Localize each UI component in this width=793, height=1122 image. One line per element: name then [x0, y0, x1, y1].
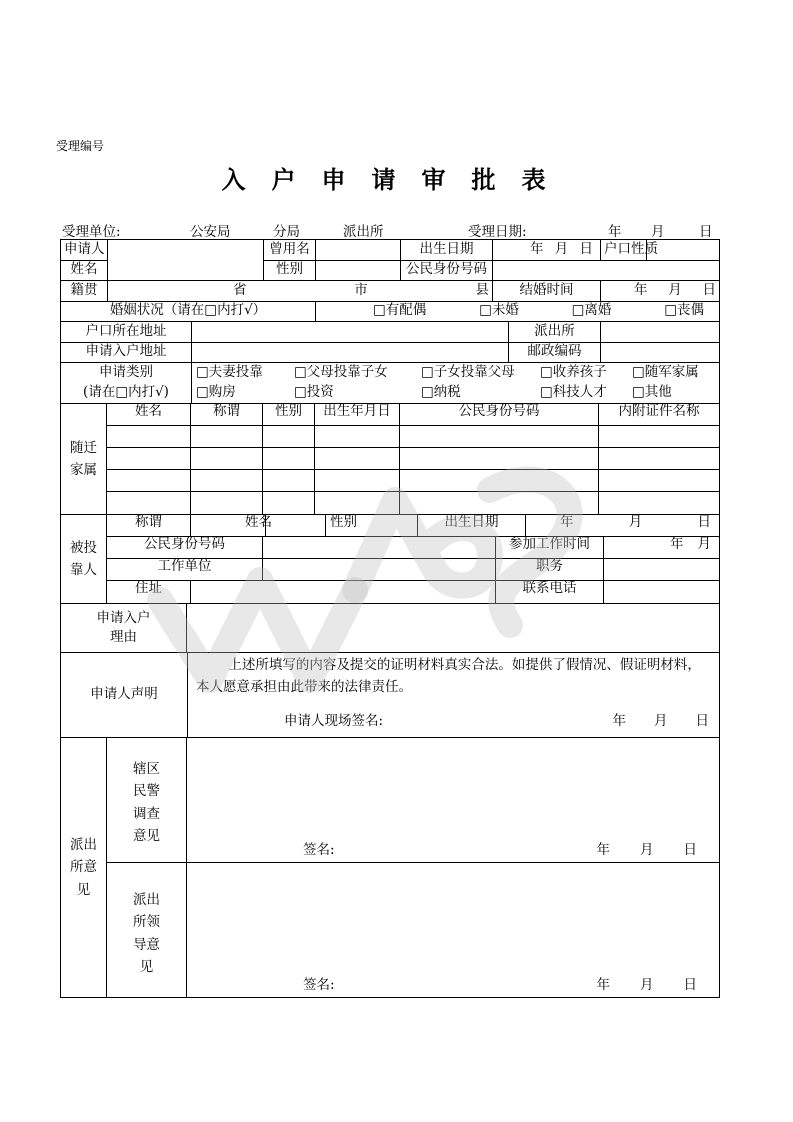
family-cell[interactable] — [107, 426, 191, 448]
marriage-time-label: 结婚时间 — [493, 281, 601, 302]
officer-month: 月 — [640, 842, 654, 859]
accept-unit-label: 受理单位: — [62, 224, 121, 240]
family-cell[interactable] — [599, 470, 719, 492]
relied-address-field[interactable] — [191, 581, 496, 603]
declaration-block — [61, 653, 720, 738]
military-family-checkbox[interactable]: □随军家属 — [632, 364, 699, 380]
station-label: 派出所 — [343, 224, 384, 240]
relied-id-field[interactable] — [263, 537, 496, 558]
family-cell[interactable] — [315, 492, 400, 514]
relied-dob-month: 月 — [628, 514, 643, 530]
reason-label-1: 申请入户 — [96, 610, 151, 626]
marriage-year: 年 — [634, 281, 648, 298]
police-bureau-label: 公安局 — [190, 224, 231, 240]
officer-sign-label: 签名: — [303, 842, 335, 859]
leader-opinion-label: 派出所领导意见 — [107, 863, 187, 997]
position-field[interactable] — [604, 559, 719, 580]
dob-month: 月 — [554, 240, 569, 257]
marriage-month: 月 — [668, 281, 682, 298]
workplace-label: 工作单位 — [107, 559, 263, 580]
page-title: 入户申请审批表 — [221, 165, 572, 194]
hukou-type-label: 户口性质 — [601, 240, 647, 261]
address-station-label: 派出所 — [509, 322, 601, 343]
id-number-field[interactable] — [493, 260, 720, 281]
native-place-label: 籍贯 — [61, 281, 108, 302]
leader-opinion-field[interactable] — [187, 863, 719, 997]
branch-label: 分局 — [273, 224, 300, 240]
leader-day: 日 — [683, 977, 697, 994]
leader-sign-label: 签名: — [303, 977, 335, 994]
decl-year: 年 — [612, 713, 626, 730]
children-to-parents-checkbox[interactable]: □子女投靠父母 — [421, 364, 515, 380]
family-cell[interactable] — [315, 470, 400, 492]
relied-person-block — [61, 515, 720, 604]
declaration-label: 申请人声明 — [61, 653, 188, 737]
family-cell[interactable] — [107, 492, 191, 514]
family-col-gender: 性别 — [263, 404, 315, 426]
relied-address-label: 住址 — [107, 581, 191, 603]
unmarried-checkbox[interactable]: □未婚 — [479, 302, 519, 319]
relied-dob-year: 年 — [560, 514, 574, 530]
family-cell[interactable] — [400, 426, 599, 448]
investment-checkbox[interactable]: □投资 — [294, 383, 334, 400]
family-cell[interactable] — [315, 426, 400, 448]
family-cell[interactable] — [400, 470, 599, 492]
family-cell[interactable] — [107, 448, 191, 470]
family-col-docs: 内附证件名称 — [599, 404, 719, 426]
talent-checkbox[interactable]: □科技人才 — [540, 383, 607, 400]
address-station-field[interactable] — [601, 322, 720, 343]
station-opinion-block — [61, 738, 720, 998]
gender-field[interactable] — [316, 260, 401, 281]
work-start-label: 参加工作时间 — [496, 537, 604, 558]
applicant-name-label-2: 姓名 — [61, 260, 108, 281]
accept-month: 月 — [651, 224, 665, 240]
work-start-field[interactable] — [604, 537, 719, 558]
family-cell[interactable] — [599, 492, 719, 514]
category-label: 申请类别 — [99, 364, 153, 380]
officer-day: 日 — [683, 842, 697, 859]
family-label: 随迁家属 — [61, 404, 107, 514]
reason-field[interactable] — [187, 604, 719, 652]
dob-label: 出生日期 — [401, 240, 493, 261]
postal-code-field[interactable] — [601, 342, 720, 363]
marital-status-options — [316, 301, 720, 322]
applicant-name-label-1: 申请人 — [61, 240, 108, 261]
reason-label-2: 理由 — [110, 629, 137, 645]
officer-year: 年 — [596, 842, 610, 859]
gender-label: 性别 — [264, 260, 316, 281]
family-cell[interactable] — [263, 470, 315, 492]
family-cell[interactable] — [400, 448, 599, 470]
house-purchase-checkbox[interactable]: □购房 — [196, 383, 236, 400]
widowed-checkbox[interactable]: □丧偶 — [664, 302, 704, 319]
officer-opinion-field[interactable] — [187, 738, 719, 862]
marital-status-label: 婚姻状况（请在□内打√） — [61, 301, 316, 322]
relied-name-label: 姓名 — [241, 515, 326, 536]
station-opinion-label: 派出所意见 — [61, 738, 107, 997]
parents-to-children-checkbox[interactable]: □父母投靠子女 — [294, 364, 388, 380]
family-cell[interactable] — [400, 492, 599, 514]
applicant-name-field[interactable] — [108, 240, 264, 281]
family-cell[interactable] — [263, 492, 315, 514]
former-name-label: 曾用名 — [264, 240, 316, 261]
reason-block — [61, 604, 720, 653]
accept-date-label: 受理日期: — [468, 224, 527, 240]
relied-person-label: 被投靠人 — [61, 515, 107, 603]
postal-code-label: 邮政编码 — [509, 342, 601, 363]
phone-label: 联系电话 — [496, 581, 604, 603]
marriage-day: 日 — [702, 281, 716, 298]
relied-relation-label: 称谓 — [107, 515, 191, 536]
decl-month: 月 — [654, 713, 668, 730]
accept-year: 年 — [608, 224, 622, 240]
family-cell[interactable] — [263, 426, 315, 448]
family-cell[interactable] — [315, 448, 400, 470]
family-block — [61, 404, 720, 515]
family-cell[interactable] — [263, 448, 315, 470]
family-col-name: 姓名 — [107, 404, 191, 426]
work-start-month: 月 — [697, 536, 711, 552]
position-label: 职务 — [496, 559, 604, 580]
other-checkbox[interactable]: □其他 — [632, 383, 672, 400]
family-cell[interactable] — [191, 492, 263, 514]
category-hint: (请在□内打√) — [83, 383, 169, 400]
married-checkbox[interactable]: □有配偶 — [373, 302, 427, 319]
family-cell[interactable] — [599, 426, 719, 448]
relied-id-label: 公民身份号码 — [107, 537, 263, 558]
dob-day: 日 — [579, 240, 593, 257]
hukou-address-label: 户口所在地址 — [61, 322, 192, 343]
relied-dob-label: 出生日期 — [418, 515, 526, 536]
apply-address-label: 申请入户地址 — [61, 342, 192, 363]
family-cell[interactable] — [191, 426, 263, 448]
family-col-relation: 称谓 — [191, 404, 263, 426]
spouse-checkbox[interactable]: □夫妻投靠 — [196, 364, 263, 380]
application-form-table — [60, 239, 720, 998]
family-cell[interactable] — [107, 470, 191, 492]
accept-number-label: 受理编号 — [56, 139, 105, 153]
relied-dob-field[interactable] — [526, 515, 719, 536]
family-cell[interactable] — [599, 448, 719, 470]
accept-day: 日 — [699, 224, 713, 240]
workplace-field[interactable] — [263, 559, 496, 580]
family-col-id: 公民身份号码 — [400, 404, 599, 426]
hukou-address-field[interactable] — [192, 322, 509, 343]
category-block — [61, 363, 720, 404]
work-start-year: 年 — [670, 536, 684, 552]
apply-address-field[interactable] — [192, 342, 509, 363]
phone-field[interactable] — [604, 581, 719, 603]
divorced-checkbox[interactable]: □离婚 — [571, 302, 612, 319]
family-cell[interactable] — [191, 448, 263, 470]
declaration-text: 上述所填写的内容及提交的证明材料真实合法。如提供了假情况、假证明材料，本人愿意承担由此带来的法律责任。 — [196, 657, 701, 695]
family-cell[interactable] — [191, 470, 263, 492]
decl-day: 日 — [695, 713, 709, 730]
city-label: 市 — [354, 281, 368, 298]
dob-year: 年 — [530, 240, 544, 257]
marriage-time-field[interactable] — [601, 281, 720, 302]
id-number-label: 公民身份号码 — [401, 260, 493, 281]
former-name-field[interactable] — [316, 240, 401, 261]
leader-month: 月 — [640, 977, 654, 994]
family-col-dob: 出生年月日 — [315, 404, 400, 426]
relied-gender-label: 性别 — [326, 515, 418, 536]
relied-dob-day: 日 — [697, 514, 711, 530]
native-place-field[interactable] — [108, 281, 493, 302]
tax-checkbox[interactable]: □纳税 — [421, 383, 461, 400]
adoption-checkbox[interactable]: □收养孩子 — [540, 364, 607, 380]
county-label: 县 — [475, 281, 489, 298]
leader-year: 年 — [596, 977, 610, 994]
dob-field[interactable] — [493, 240, 601, 261]
officer-opinion-label: 辖区民警调查意见 — [107, 738, 187, 862]
province-label: 省 — [233, 281, 247, 298]
applicant-sign-label: 申请人现场签名: — [284, 713, 384, 730]
